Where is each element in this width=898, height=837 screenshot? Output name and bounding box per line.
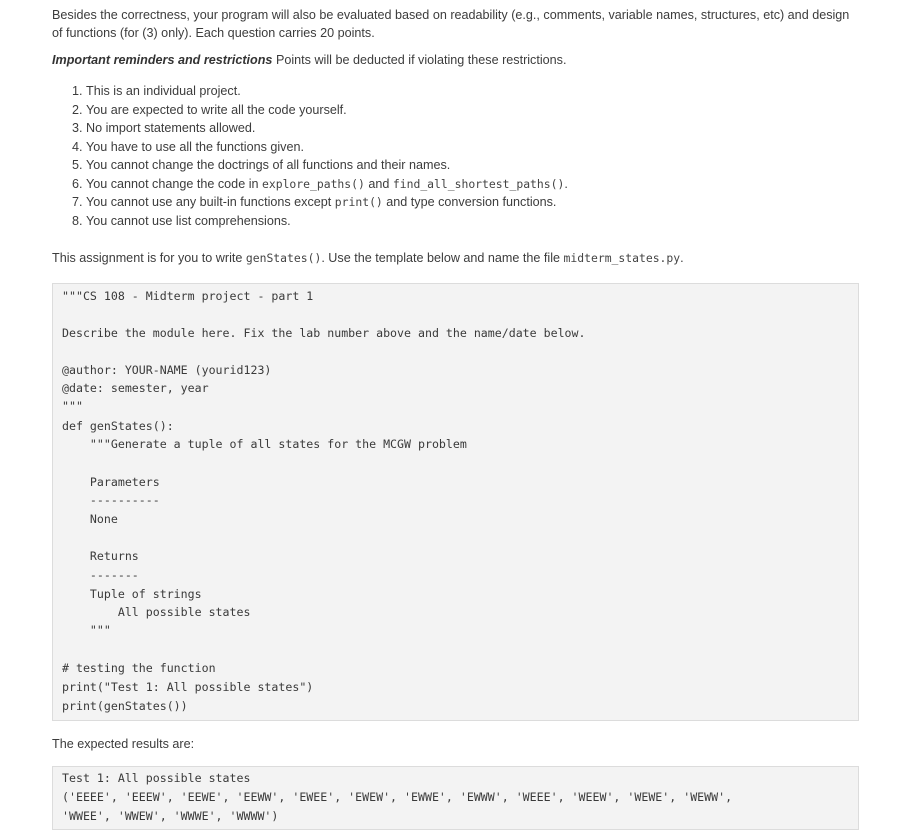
code-line: def genStates(): xyxy=(62,419,174,433)
code-line: """ xyxy=(62,399,83,413)
inline-code: midterm_states.py xyxy=(563,251,681,265)
code-line: 'WWEE', 'WWEW', 'WWWE', 'WWWW') xyxy=(62,809,279,823)
inline-code: genStates() xyxy=(245,251,322,265)
code-line: print(genStates()) xyxy=(62,699,188,713)
assignment-paragraph xyxy=(52,249,852,267)
code-line: @author: YOUR-NAME (yourid123) xyxy=(62,363,272,377)
intro-paragraph: Besides the correctness, your program will also be evaluated based on readability (e.g., comments, variable names, structures, etc) and design of functions (for (3) only). Each question carries 20 points. xyxy=(52,8,850,40)
assignment-text: . xyxy=(680,251,684,265)
assignment-text: This assignment is for you to write xyxy=(52,251,246,265)
code-line: Parameters xyxy=(62,475,160,489)
code-line: All possible states xyxy=(62,605,251,619)
code-line: """CS 108 - Midterm project - part 1 xyxy=(62,289,314,303)
list-item xyxy=(86,175,568,194)
reminder-paragraph xyxy=(52,51,852,69)
rule-text: You cannot change the code in xyxy=(86,176,262,191)
list-item xyxy=(86,193,568,212)
code-line: ('EEEE', 'EEEW', 'EEWE', 'EEWW', 'EWEE', 'EWEW', 'EWWE', 'EWWW', 'WEEE', 'WEEW', 'WEWE', 'WEWW', xyxy=(62,790,733,804)
list-item: 1. This is an individual project. xyxy=(86,82,568,101)
list-item: 3. No import statements allowed. xyxy=(86,119,568,138)
rule-text: You cannot use any built-in functions except xyxy=(86,195,335,209)
inline-code: print() xyxy=(334,195,383,209)
expected-results-label: The expected results are: xyxy=(52,737,195,751)
assignment-text: . Use the template below and name the file xyxy=(321,251,564,265)
code-line: # testing the function xyxy=(62,661,216,675)
restrictions-list xyxy=(72,82,568,230)
code-line: None xyxy=(62,512,118,526)
reminder-text: Points will be deducted if violating these restrictions. xyxy=(272,53,567,67)
inline-code: explore_paths() xyxy=(262,176,365,191)
rule-text: . xyxy=(564,176,568,191)
code-line: Test 1: All possible states xyxy=(62,771,251,785)
list-item: 2. You are expected to write all the code yourself. xyxy=(86,101,568,120)
expected-output-block xyxy=(52,766,859,830)
code-line: Tuple of strings xyxy=(62,587,202,601)
inline-code: find_all_shortest_paths() xyxy=(392,176,565,191)
code-line: @date: semester, year xyxy=(62,381,209,395)
code-line: Returns xyxy=(62,549,139,563)
code-line: ---------- xyxy=(62,493,160,507)
code-line: """ xyxy=(62,623,111,637)
list-item: 4. You have to use all the functions given. xyxy=(86,138,568,157)
template-code-block xyxy=(52,283,859,721)
code-line: ------- xyxy=(62,568,139,582)
rule-text: and xyxy=(364,176,393,191)
rule-text: and type conversion functions. xyxy=(382,195,557,209)
code-line: Describe the module here. Fix the lab number above and the name/date below. xyxy=(62,326,586,340)
list-item: 5. You cannot change the doctrings of all functions and their names. xyxy=(86,156,568,175)
code-line: """Generate a tuple of all states for the MCGW problem xyxy=(62,437,467,451)
list-item: 8. You cannot use list comprehensions. xyxy=(86,212,568,231)
code-line: print("Test 1: All possible states") xyxy=(62,680,314,694)
reminder-heading: Important reminders and restrictions xyxy=(52,53,273,67)
